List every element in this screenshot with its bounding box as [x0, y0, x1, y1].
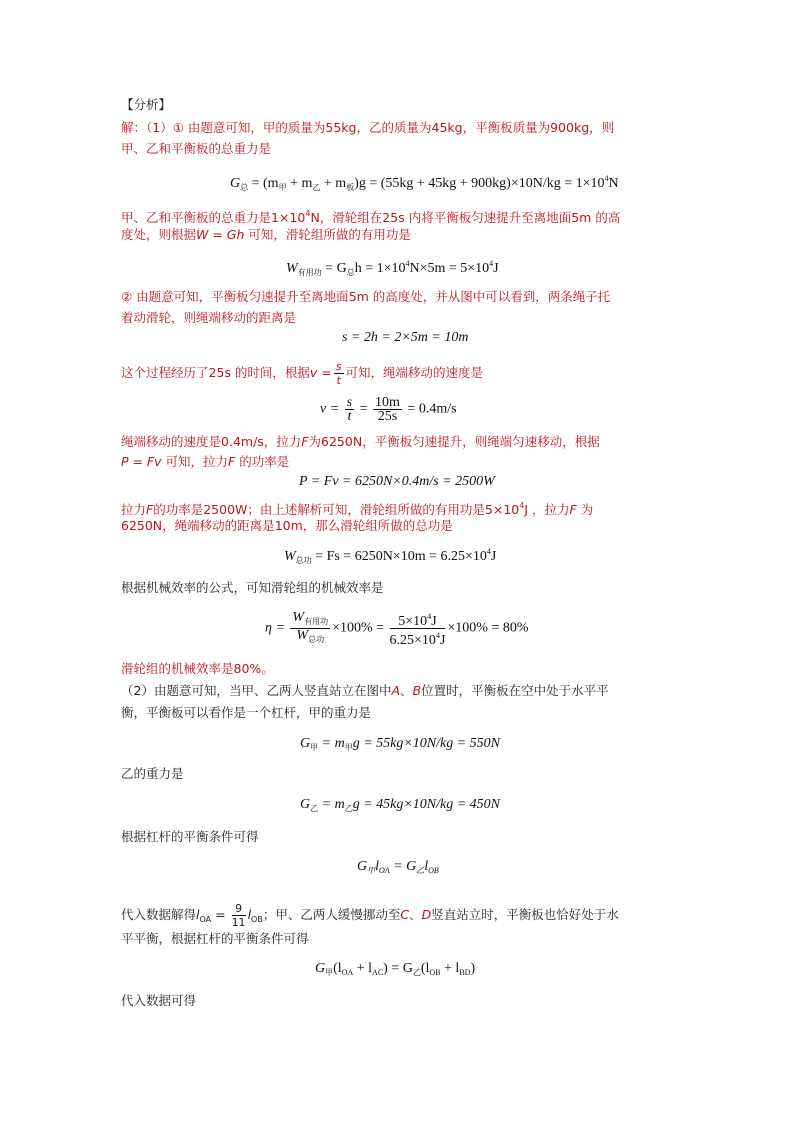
equation-rope-distance: s = 2h = 2×5m = 10m [342, 330, 469, 345]
paragraph-19: 平平衡，根据杠杆的平衡条件可得 [121, 931, 309, 946]
paragraph-18: 代入数据解得$l_{OA}$ = $\frac{9}{11}$ $l_{OB}$；甲、乙两人缓慢挪动至C、D竖直站立时，平衡板也恰好处于水 [121, 902, 619, 929]
paragraph-2: 甲、乙和平衡板的总重力是 [121, 141, 272, 156]
equation-power: P = Fv = 6250N×0.4m/s = 2500W [299, 474, 495, 489]
equation-total-work: $W_{总功} = Fs = 6250N\times 10m = 6.25\times 10^4J$ [284, 547, 497, 565]
paragraph-16: 乙的重力是 [121, 766, 184, 781]
section-heading: 【分析】 [121, 97, 172, 112]
paragraph-11: 6250N，绳端移动的距离是10m，那么滑轮组所做的总功是 [121, 518, 453, 533]
paragraph-20: 代入数据可得 [121, 993, 197, 1008]
paragraph-7: 这个过程经历了25s 的时间，根据v = $\frac{s}{t}$ 可知，绳端移动的速度是 [121, 360, 484, 387]
paragraph-8: 绳端移动的速度是0.4m/s，拉力F为6250N，平衡板匀速提升，则绳端匀速移动，根据 [121, 434, 600, 449]
paragraph-15: 衡，平衡板可以看作是一个杠杆，甲的重力是 [121, 705, 372, 720]
paragraph-17: 根据杠杆的平衡条件可得 [121, 829, 259, 844]
equation-total-gravity: $G_总 = (m_甲 + m_乙 + m_板)g = (55kg + 45kg + 900kg)\times 10N/kg = 1\times 10^4N$ [230, 174, 619, 192]
equation-lever-1: $G_甲l_{OA} = G_乙l_{OB}$ [357, 859, 439, 875]
paragraph-9: P = Fv 可知，拉力F 的功率是 [121, 454, 290, 469]
paragraph-14: （2）由题意可知，当甲、乙两人竖直站立在图中A、B位置时，平衡板在空中处于水平平 [121, 683, 609, 698]
paragraph-3: 甲、乙和平衡板的总重力是$1\times 10^4N$，滑轮组在25s 内将平衡板匀速提升至离地面5m 的高 [121, 209, 621, 225]
paragraph-4: 度处，则根据W = Gh 可知，滑轮组所做的有用功是 [121, 227, 411, 242]
equation-efficiency: η = $\frac{W_{有用功}}{W_{总功}}$ ×100% = $\frac{5\times 10^4J}{6.25\times 10^4J}$ ×100% = 80% [265, 610, 529, 648]
equation-gravity-a: $G_甲 = m_甲g = 55kg\times 10N/kg = 550N$ [300, 736, 501, 752]
equation-gravity-b: $G_乙 = m_乙g = 45kg\times 10N/kg = 450N$ [300, 797, 501, 813]
paragraph-12: 根据机械效率的公式，可知滑轮组的机械效率是 [121, 580, 384, 595]
paragraph-6: 着动滑轮，则绳端移动的距离是 [121, 310, 297, 325]
paragraph-5: ② 由题意可知，平衡板匀速提升至离地面5m 的高度处，并从图中可以看到，两条绳子托 [121, 289, 611, 304]
equation-lever-2: $G_甲(l_{OA} + l_{AC}) = G_乙(l_{OB} + l_{BD})$ [315, 961, 476, 977]
equation-rope-speed: v = $\frac{s}{t}$ = $\frac{10m}{25s}$ = 0.4m/s [320, 395, 457, 424]
paragraph-13: 滑轮组的机械效率是80%。 [121, 661, 274, 676]
equation-useful-work: $W_{有用功} = G_总h = 1\times 10^4N\times 5m = 5\times 10^4J$ [286, 259, 499, 277]
paragraph-1: 解：（1）① 由题意可知，甲的质量为55kg，乙的质量为45kg，平衡板质量为900kg，则 [121, 120, 615, 135]
paragraph-10: 拉力F的功率是2500W；由上述解析可知，滑轮组所做的有用功是$5\times 10^4J$ ，拉力F 为 [121, 501, 594, 517]
